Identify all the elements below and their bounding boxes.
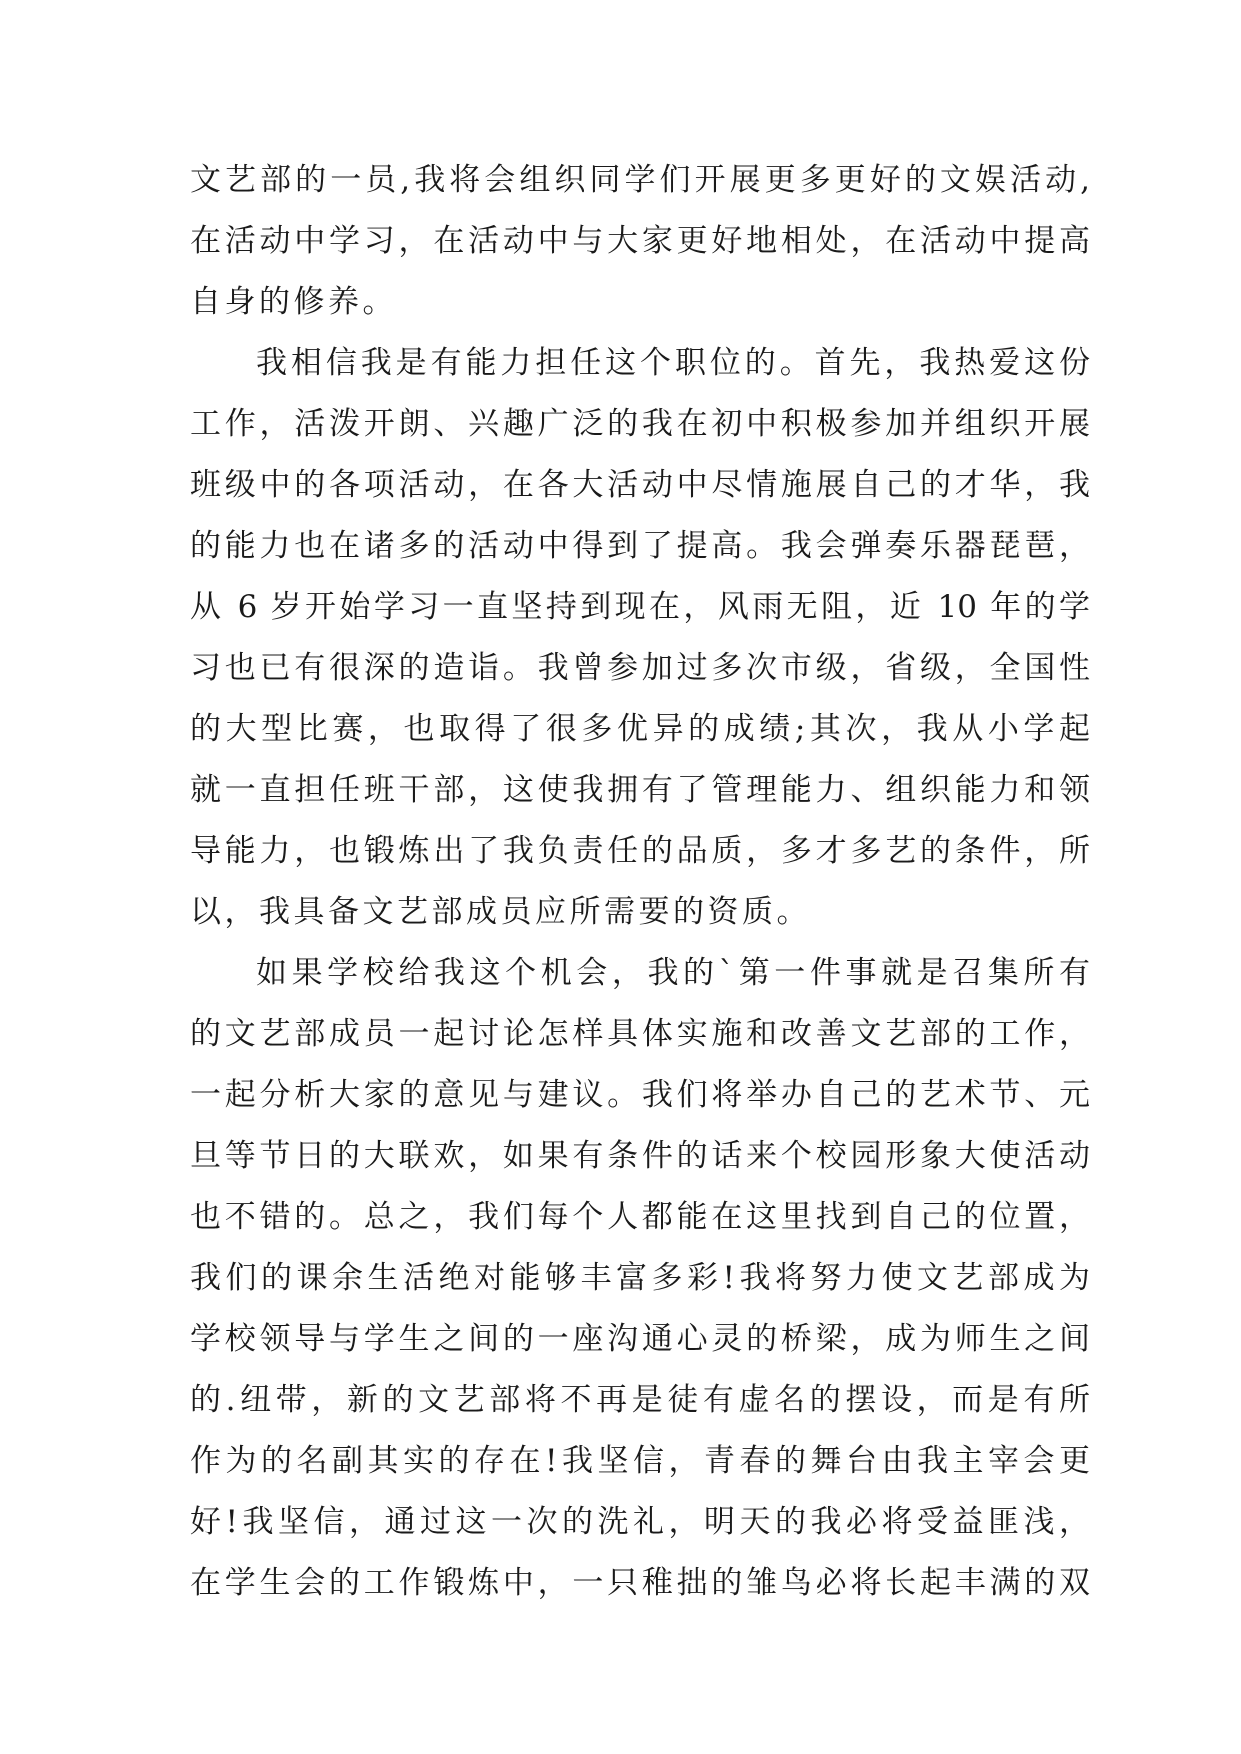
- text-line: 工作，活泼开朗、兴趣广泛的我在初中积极参加并组织开展: [190, 406, 1090, 442]
- paragraph-first-line: 如果学校给我这个机会，我的`第一件事就是召集所有: [256, 955, 1090, 991]
- text-line: 学校领导与学生之间的一座沟通心灵的桥梁，成为师生之间: [190, 1321, 1090, 1357]
- text-line: 习也已有很深的造诣。我曾参加过多次市级，省级，全国性: [190, 650, 1090, 686]
- text-line: 作为的名副其实的存在!我坚信，青春的舞台由我主宰会更: [190, 1443, 1090, 1479]
- text-line: 在活动中学习，在活动中与大家更好地相处，在活动中提高: [190, 223, 1090, 259]
- text-line: 从 6 岁开始学习一直坚持到现在，风雨无阻，近 10 年的学: [190, 589, 1090, 625]
- text-line: 的能力也在诸多的活动中得到了提高。我会弹奏乐器琵琶，: [190, 528, 1090, 564]
- text-line: 一起分析大家的意见与建议。我们将举办自己的艺术节、元: [190, 1077, 1090, 1113]
- text-line: 在学生会的工作锻炼中，一只稚拙的雏鸟必将长起丰满的双: [190, 1565, 1090, 1601]
- text-line: 旦等节日的大联欢，如果有条件的话来个校园形象大使活动: [190, 1138, 1090, 1174]
- paragraph-first-line: 我相信我是有能力担任这个职位的。首先，我热爱这份: [256, 345, 1090, 381]
- text-line: 的.纽带，新的文艺部将不再是徒有虚名的摆设，而是有所: [190, 1382, 1090, 1418]
- text-line: 文艺部的一员,我将会组织同学们开展更多更好的文娱活动,: [190, 162, 1090, 198]
- text-line: 班级中的各项活动，在各大活动中尽情施展自己的才华，我: [190, 467, 1090, 503]
- text-line: 的大型比赛，也取得了很多优异的成绩;其次，我从小学起: [190, 711, 1090, 747]
- text-line: 的文艺部成员一起讨论怎样具体实施和改善文艺部的工作，: [190, 1016, 1090, 1052]
- text-line: 自身的修养。: [190, 284, 397, 320]
- text-line: 我们的课余生活绝对能够丰富多彩!我将努力使文艺部成为: [190, 1260, 1090, 1296]
- text-line: 好!我坚信，通过这一次的洗礼，明天的我必将受益匪浅，: [190, 1504, 1090, 1540]
- text-line: 以，我具备文艺部成员应所需要的资质。: [190, 894, 811, 930]
- text-line: 也不错的。总之，我们每个人都能在这里找到自己的位置，: [190, 1199, 1090, 1235]
- text-line: 就一直担任班干部，这使我拥有了管理能力、组织能力和领: [190, 772, 1090, 808]
- body-text: [190, 150, 1090, 1614]
- text-line: 导能力，也锻炼出了我负责任的品质，多才多艺的条件，所: [190, 833, 1090, 869]
